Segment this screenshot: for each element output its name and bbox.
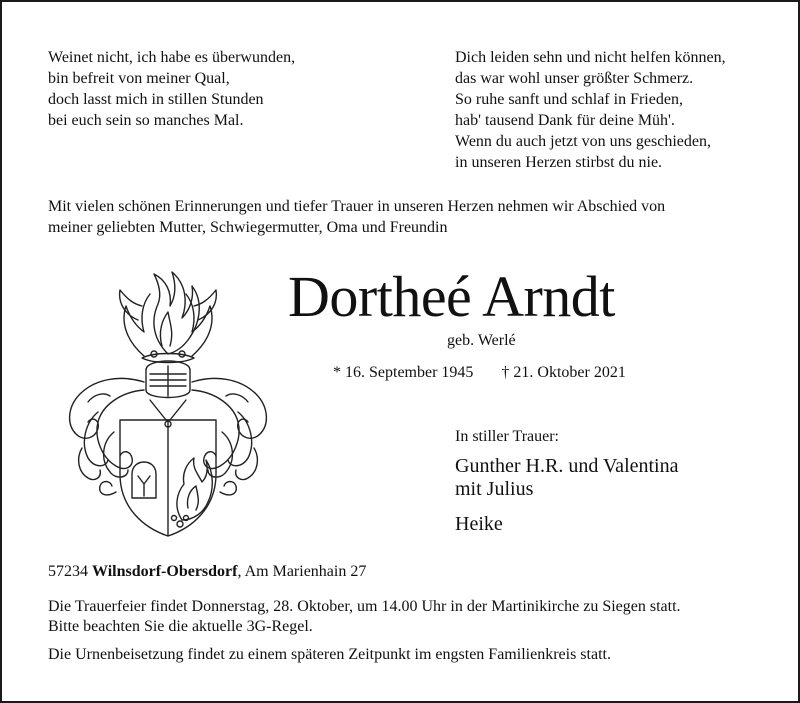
intro-text [48,196,758,238]
poem-line: in unseren Herzen stirbst du nie. [455,154,663,171]
poem-left [48,47,295,131]
mourner-line: Gunther H.R. und Valentina [455,455,679,477]
birth-date: * 16. September 1945 [333,364,474,381]
mourner-line: Heike [455,513,503,535]
poem-line: bei euch sein so manches Mal. [48,112,244,129]
mourning-heading: In stiller Trauer: [455,428,559,445]
address-street: , Am Marienhain 27 [237,563,367,580]
poem-line: das war wohl unser größter Schmerz. [455,70,694,87]
mourner-line: mit Julius [455,478,534,500]
address-town: Wilnsdorf-Obersdorf [92,563,238,580]
intro-line: meiner geliebten Mutter, Schwiegermutter, Oma und Freundin [48,219,448,236]
poem-line: So ruhe sanft und schlaf in Frieden, [455,91,683,108]
poem-line: Weinet nicht, ich habe es überwunden, [48,49,296,66]
address [48,563,366,581]
poem-line: doch lasst mich in stillen Stunden [48,91,264,108]
info-line: Die Trauerfeier findet Donnerstag, 28. Oktober, um 14.00 Uhr in der Martinikirche zu Siegen statt. [48,598,681,615]
poem-line: hab' tausend Dank für deine Müh'. [455,112,675,129]
life-dates [333,364,626,382]
deceased-name: Dortheé Arndt [288,264,615,329]
poem-line: bin befreit von meiner Qual, [48,70,230,87]
funeral-info [48,597,681,665]
poem-right [455,47,726,173]
poem-line: Dich leiden sehn und nicht helfen können, [455,49,726,66]
maiden-name: geb. Werlé [447,332,516,349]
poem-line: Wenn du auch jetzt von uns geschieden, [455,133,711,150]
address-zip: 57234 [48,563,88,580]
mourners-list [455,455,679,536]
death-date: † 21. Oktober 2021 [501,364,626,381]
info-line: Die Urnenbeisetzung findet zu einem späteren Zeitpunkt im engsten Familienkreis statt. [48,646,611,663]
coat-of-arms-icon [58,262,278,542]
intro-line: Mit vielen schönen Erinnerungen und tiefer Trauer in unseren Herzen nehmen wir Abschied von [48,198,666,215]
info-line: Bitte beachten Sie die aktuelle 3G-Regel. [48,618,313,635]
